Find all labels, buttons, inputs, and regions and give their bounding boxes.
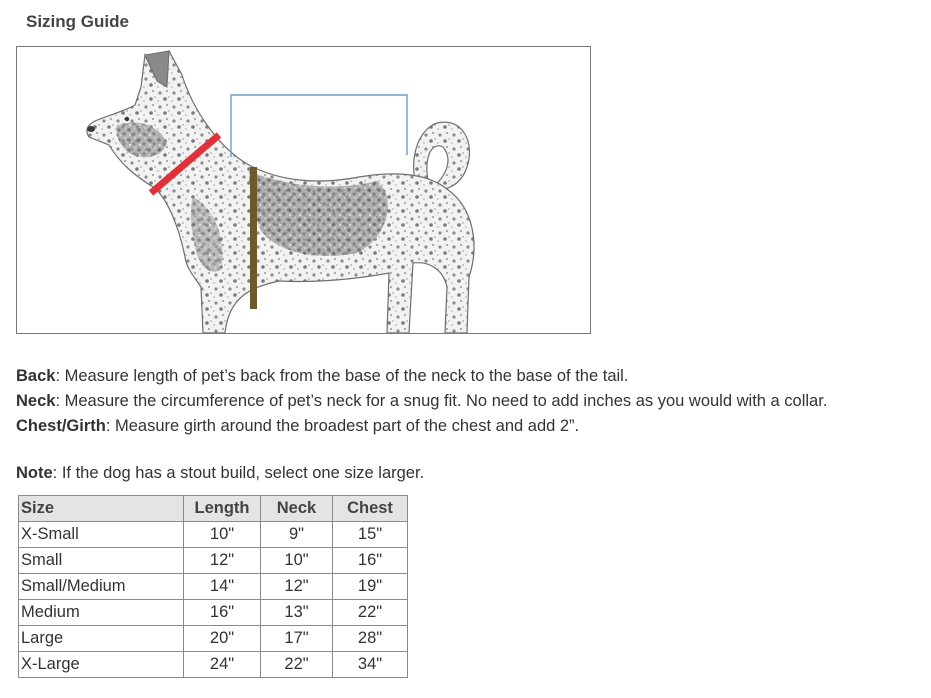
cell-chest: 15" [333,522,408,548]
cell-chest: 22" [333,600,408,626]
instruction-chest [16,414,827,439]
table-header-row [19,496,408,522]
cell-neck: 9" [261,522,333,548]
table-row [19,626,408,652]
instruction-term: Neck [16,392,56,410]
cell-length: 10" [184,522,261,548]
dog-illustration [17,47,590,333]
cell-length: 24" [184,652,261,678]
instruction-text: : Measure length of pet’s back from the base of the neck to the base of the tail. [55,367,629,385]
cell-size: Medium [19,600,184,626]
instruction-neck [16,389,827,414]
dog-measurement-figure [16,46,591,334]
instruction-text: : Measure the circumference of pet’s neck for a snug fit. No need to add inches as you would with a collar. [55,392,828,410]
instruction-back [16,364,827,389]
header-length: Length [184,496,261,522]
header-size: Size [19,496,184,522]
instruction-term: Chest/Girth [16,417,106,435]
cell-size: Small/Medium [19,574,184,600]
table-row [19,522,408,548]
back-measurement-bracket [231,95,407,157]
dog-nose [87,126,95,132]
cell-size: Small [19,548,184,574]
cell-neck: 10" [261,548,333,574]
instruction-term: Back [16,367,56,385]
cell-neck: 13" [261,600,333,626]
instruction-text: : Measure girth around the broadest part of the chest and add 2”. [105,417,580,435]
cell-chest: 34" [333,652,408,678]
chest-measurement-band [250,167,257,309]
cell-chest: 16" [333,548,408,574]
dog-eye [125,117,129,121]
page-title: Sizing Guide [26,12,129,31]
cell-chest: 28" [333,626,408,652]
cell-neck: 12" [261,574,333,600]
cell-neck: 22" [261,652,333,678]
table-row [19,548,408,574]
measurement-instructions [16,364,827,439]
cell-length: 16" [184,600,261,626]
table-row [19,652,408,678]
cell-neck: 17" [261,626,333,652]
cell-size: X-Small [19,522,184,548]
cell-size: Large [19,626,184,652]
header-neck: Neck [261,496,333,522]
size-chart-table [18,495,408,678]
note-text: : If the dog has a stout build, select one size larger. [52,464,425,482]
header-chest: Chest [333,496,408,522]
cell-length: 14" [184,574,261,600]
note-term: Note [16,464,53,482]
cell-chest: 19" [333,574,408,600]
table-row [19,574,408,600]
size-note [16,464,424,483]
cell-size: X-Large [19,652,184,678]
cell-length: 20" [184,626,261,652]
cell-length: 12" [184,548,261,574]
table-row [19,600,408,626]
